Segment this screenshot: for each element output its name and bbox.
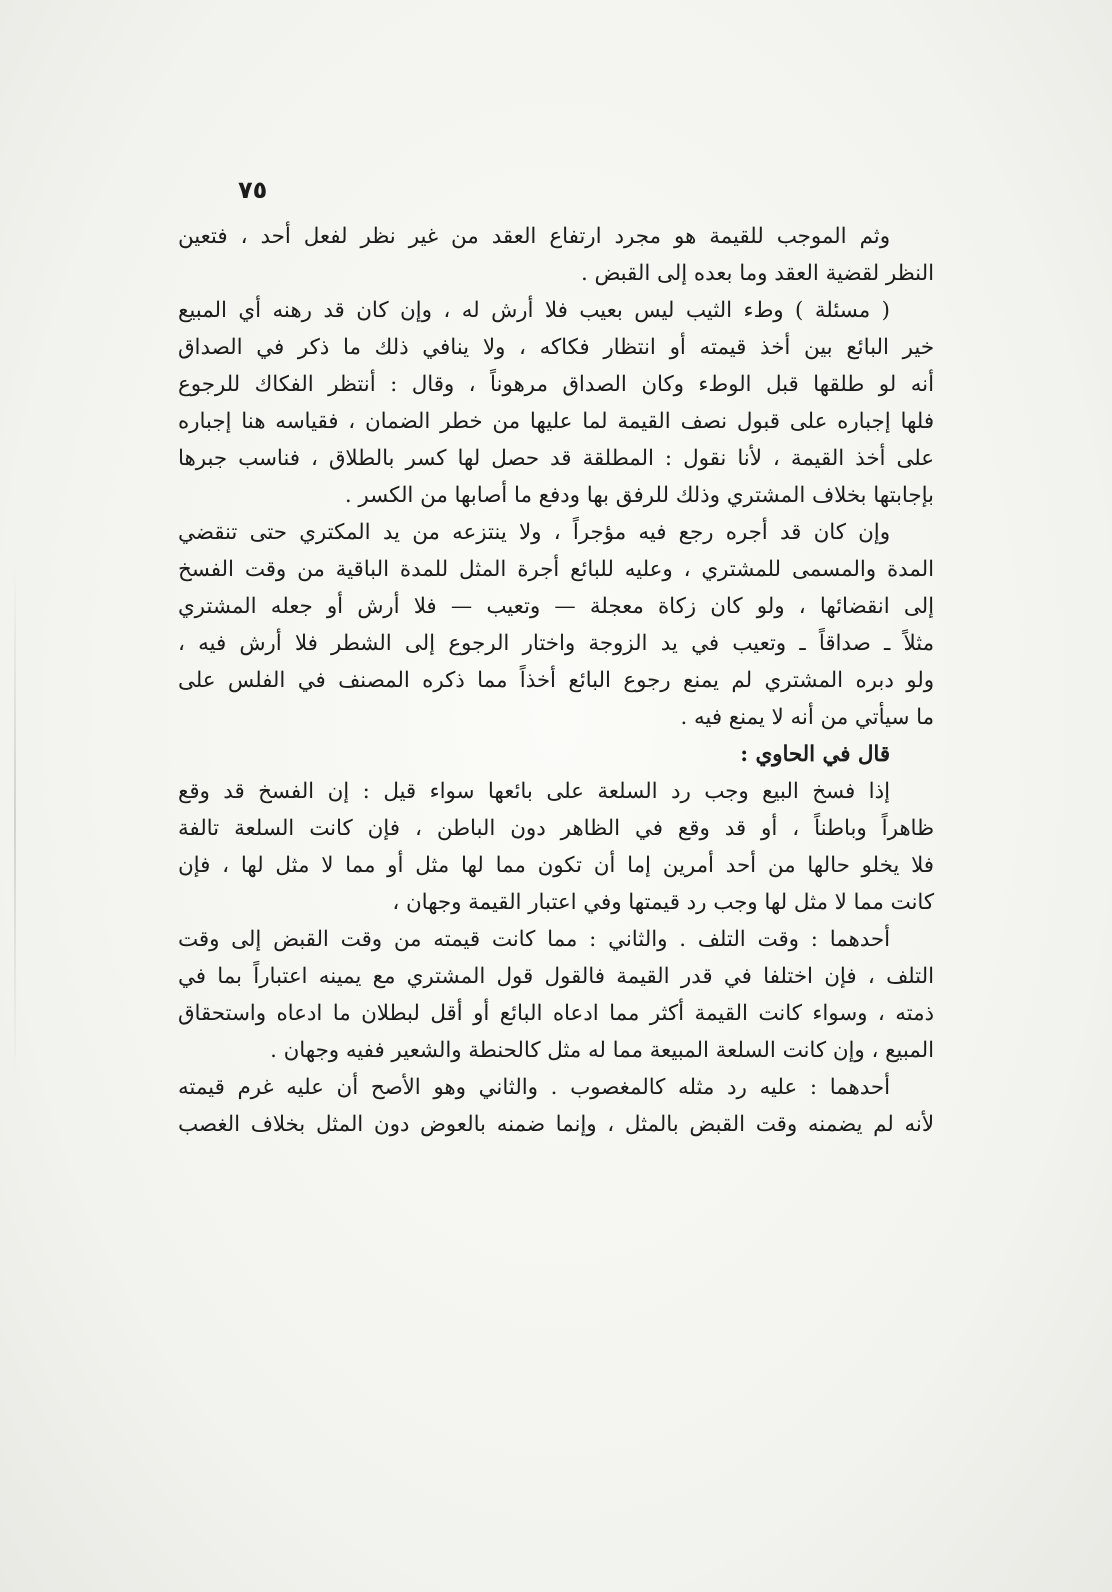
scan-fold-mark [14, 560, 16, 1080]
text-line: كانت مما لا مثل لها وجب رد قيمتها وفي اعتبار القيمة وجهان ، [392, 890, 934, 915]
text-line: إلى انقضائها ، ولو كان زكاة معجلة — وتعيب — فلا أرش أو جعله المشتري [178, 594, 934, 619]
section-heading: قال في الحاوي : [740, 742, 890, 767]
text-line: خير البائع بين أخذ قيمته أو انتظار فكاكه ، ولا ينافي ذلك ما ذكر في الصداق [178, 335, 934, 360]
text-line: أحدهما : عليه رد مثله كالمغصوب . والثاني وهو الأصح أن عليه غرم قيمته [178, 1075, 890, 1100]
text-line: ما سيأتي من أنه لا يمنع فيه . [680, 705, 934, 730]
text-line: فلا يخلو حالها من أحد أمرين إما أن تكون مما لها مثل أو مما لا مثل لها ، فإن [178, 853, 934, 878]
text-line: فلها إجباره على قبول نصف القيمة لما عليها من خطر الضمان ، فقياسه هنا إجباره [178, 409, 934, 434]
text-line: التلف ، فإن اختلفا في قدر القيمة فالقول قول المشتري مع يمينه اعتباراً بما في [178, 964, 934, 989]
text-line: وإن كان قد أجره رجع فيه مؤجراً ، ولا ينتزعه من يد المكتري حتى تنقضي [178, 520, 890, 545]
text-line: مثلاً ـ صداقاً ـ وتعيب في يد الزوجة واختار الرجوع إلى الشطر فلا أرش فيه ، [178, 631, 934, 656]
text-line: المبيع ، وإن كانت السلعة المبيعة مما له مثل كالحنطة والشعير ففيه وجهان . [270, 1038, 934, 1063]
text-line: بإجابتها بخلاف المشتري وذلك للرفق بها ودفع ما أصابها من الكسر . [344, 483, 934, 508]
text-line: ظاهراً وباطناً ، أو قد وقع في الظاهر دون الباطن ، فإن كانت السلعة تالفة [178, 816, 934, 841]
text-line: ولو دبره المشتري لم يمنع رجوع البائع أخذاً مما ذكره المصنف في الفلس على [178, 668, 934, 693]
text-line: وثم الموجب للقيمة هو مجرد ارتفاع العقد من غير نظر لفعل أحد ، فتعين [178, 224, 890, 249]
text-line: أحدهما : وقت التلف . والثاني : مما كانت قيمته من وقت القبض إلى وقت [178, 927, 890, 952]
text-line: ذمته ، وسواء كانت القيمة أكثر مما ادعاه البائع أو أقل لبطلان ما ادعاه واستحقاق [178, 1001, 934, 1026]
text-line: أنه لو طلقها قبل الوطء وكان الصداق مرهوناً ، وقال : أنتظر الفكاك للرجوع [178, 372, 934, 397]
text-line: إذا فسخ البيع وجب رد السلعة على بائعها سواء قيل : إن الفسخ قد وقع [178, 779, 890, 804]
text-line: المدة والمسمى للمشتري ، وعليه للبائع أجرة المثل للمدة الباقية من وقت الفسخ [178, 557, 934, 582]
text-line: لأنه لم يضمنه وقت القبض بالمثل ، وإنما ضمنه بالعوض دون المثل بخلاف الغصب [178, 1112, 934, 1137]
page-number: ٧٥ [238, 176, 268, 204]
body-text [178, 218, 934, 1143]
text-line: على أخذ القيمة ، لأنا نقول : المطلقة قد حصل لها كسر بالطلاق ، فناسب جبرها [178, 446, 934, 471]
text-line: ( مسئلة ) وطء الثيب ليس بعيب فلا أرش له ، وإن كان قد رهنه أي المبيع [178, 298, 890, 323]
text-line: النظر لقضية العقد وما بعده إلى القبض . [581, 261, 934, 286]
